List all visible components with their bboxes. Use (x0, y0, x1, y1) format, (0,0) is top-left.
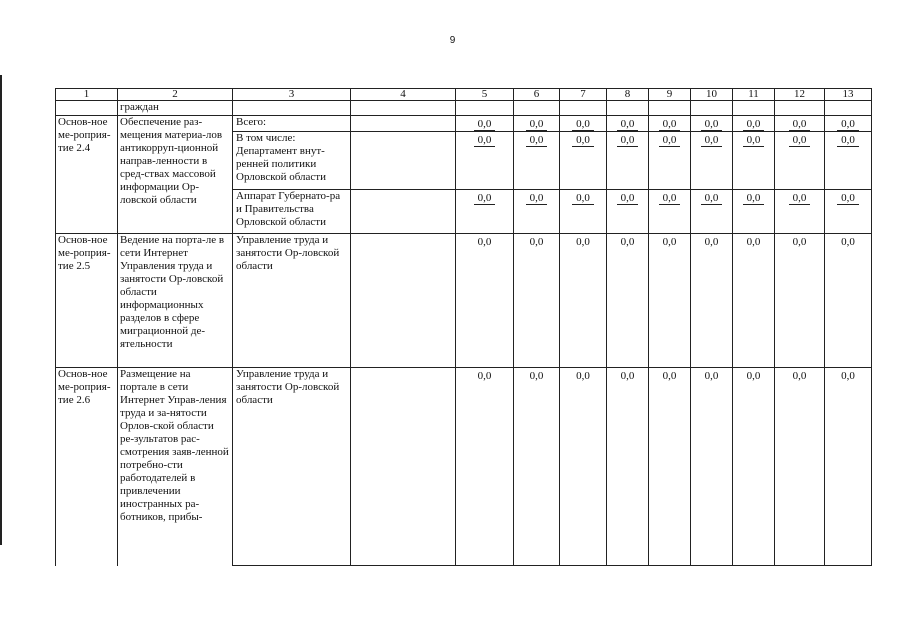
header-row (56, 89, 872, 101)
page-number: 9 (449, 35, 456, 46)
value-cell: 0,0 (514, 132, 560, 190)
value-cell: 0,0 (691, 234, 733, 368)
col-header: 9 (649, 89, 691, 101)
value-cell: 0,0 (733, 234, 775, 368)
table-row (56, 116, 872, 132)
col-header: 12 (775, 89, 825, 101)
value-cell: 0,0 (560, 132, 607, 190)
executor: Управление труда и занятости Ор-ловской области (233, 368, 351, 566)
value-cell: 0,0 (649, 116, 691, 132)
value-cell: 0,0 (775, 132, 825, 190)
value-cell: 0,0 (456, 132, 514, 190)
value-cell: 0,0 (514, 234, 560, 368)
value-cell: 0,0 (607, 368, 649, 566)
executor: Всего: (233, 116, 351, 132)
value-cell: 0,0 (560, 368, 607, 566)
col-header: 3 (233, 89, 351, 101)
value-cell: 0,0 (825, 234, 872, 368)
table-row (56, 368, 872, 566)
value-cell: 0,0 (775, 190, 825, 234)
budget-table (55, 88, 872, 566)
value-cell: 0,0 (825, 368, 872, 566)
col-header: 11 (733, 89, 775, 101)
value-cell: 0,0 (775, 368, 825, 566)
col-header: 1 (56, 89, 118, 101)
activity-name: Ведение на порта-ле в сети Интернет Управления труда и занятости Ор-ловской области информационных разделов в сфере миграционной де-ятельности (118, 234, 233, 368)
col-header: 2 (118, 89, 233, 101)
value-cell: 0,0 (456, 116, 514, 132)
value-cell: 0,0 (514, 116, 560, 132)
activity-code: Основ-ное ме-роприя-тие 2.4 (56, 116, 118, 234)
col-header: 5 (456, 89, 514, 101)
table-row (56, 234, 872, 368)
executor: Управление труда и занятости Ор-ловской области (233, 234, 351, 368)
value-cell: 0,0 (560, 190, 607, 234)
col-header: 7 (560, 89, 607, 101)
value-cell: 0,0 (691, 132, 733, 190)
value-cell: 0,0 (733, 368, 775, 566)
executor: В том числе: Департамент внут-ренней политики Орловской области (233, 132, 351, 190)
value-cell: 0,0 (607, 116, 649, 132)
value-cell: 0,0 (649, 234, 691, 368)
value-cell: 0,0 (456, 234, 514, 368)
value-cell: 0,0 (649, 132, 691, 190)
col-header: 8 (607, 89, 649, 101)
value-cell: 0,0 (560, 116, 607, 132)
activity-code: Основ-ное ме-роприя-тие 2.6 (56, 368, 118, 566)
value-cell: 0,0 (825, 190, 872, 234)
value-cell: 0,0 (775, 116, 825, 132)
value-cell: 0,0 (514, 368, 560, 566)
activity-code: Основ-ное ме-роприя-тие 2.5 (56, 234, 118, 368)
activity-name: Размещение на портале в сети Интернет Управ-ления труда и за-нятости Орлов-ской области ре-зультатов рас-смотрения заяв-ленной потребно-сти работодателей в привлечении иностранных ра-ботников, прибы- (118, 368, 233, 566)
value-cell: 0,0 (733, 190, 775, 234)
value-cell: 0,0 (456, 190, 514, 234)
value-cell: 0,0 (607, 190, 649, 234)
value-cell: 0,0 (825, 132, 872, 190)
value-cell: 0,0 (691, 190, 733, 234)
col-header: 13 (825, 89, 872, 101)
col-header: 10 (691, 89, 733, 101)
value-cell: 0,0 (456, 368, 514, 566)
scan-edge (0, 75, 2, 545)
value-cell: 0,0 (649, 368, 691, 566)
value-cell: 0,0 (825, 116, 872, 132)
activity-name: Обеспечение раз-мещения материа-лов антикорруп-ционной направ-ленности в сред-ствах массовой информации Ор-ловской области (118, 116, 233, 234)
value-cell: 0,0 (733, 116, 775, 132)
value-cell: 0,0 (733, 132, 775, 190)
value-cell: 0,0 (775, 234, 825, 368)
value-cell: 0,0 (607, 234, 649, 368)
carryover-text: граждан (118, 101, 233, 116)
col-header: 6 (514, 89, 560, 101)
value-cell: 0,0 (649, 190, 691, 234)
value-cell: 0,0 (560, 234, 607, 368)
value-cell: 0,0 (514, 190, 560, 234)
value-cell: 0,0 (691, 116, 733, 132)
value-cell: 0,0 (607, 132, 649, 190)
value-cell: 0,0 (691, 368, 733, 566)
executor: Аппарат Губернато-ра и Правительства Орловской области (233, 190, 351, 234)
col-header: 4 (351, 89, 456, 101)
carryover-row (56, 101, 872, 116)
